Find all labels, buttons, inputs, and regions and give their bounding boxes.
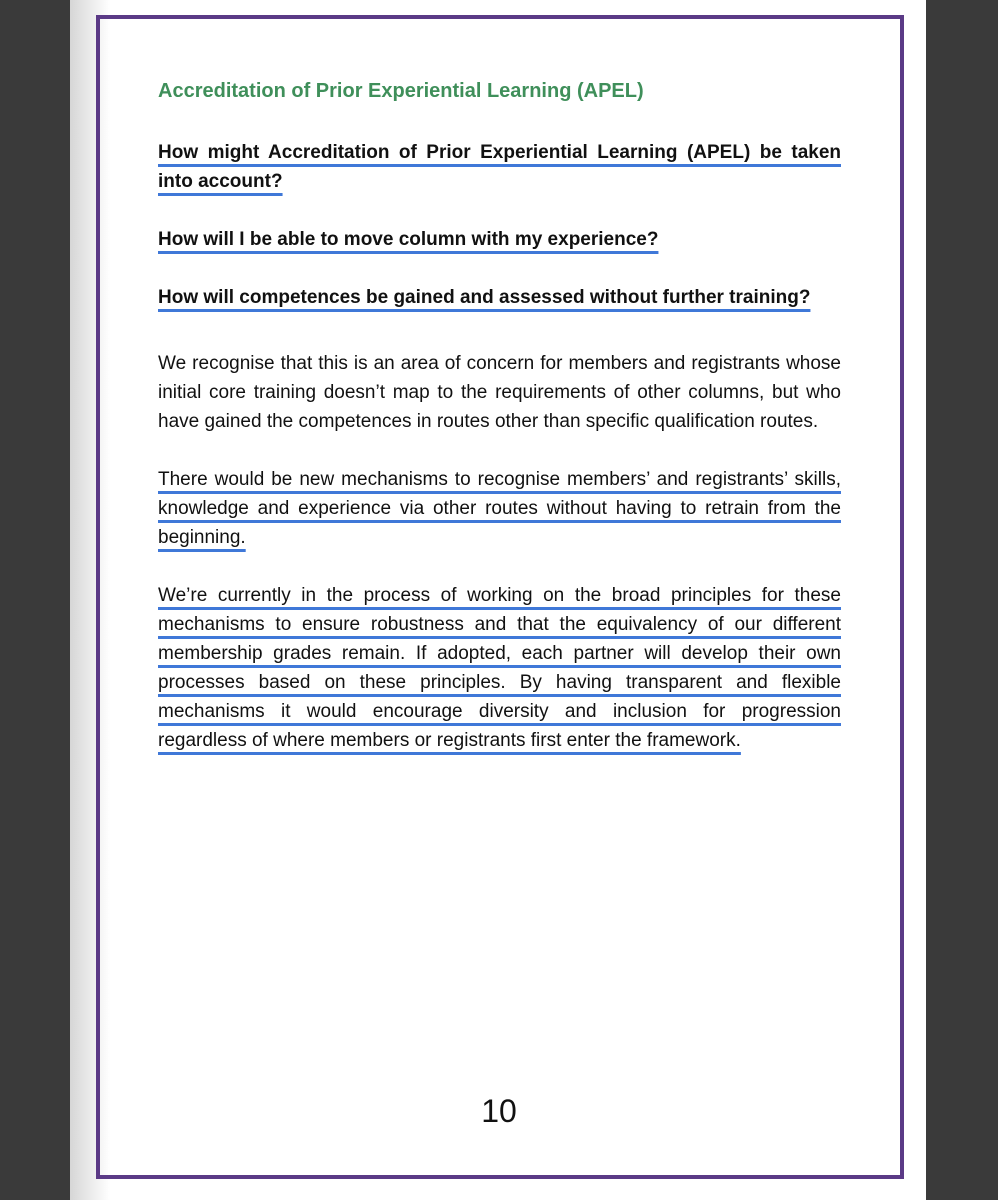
question-1	[158, 138, 841, 196]
section-heading: Accreditation of Prior Experiential Learning (APEL)	[158, 80, 644, 102]
question-1-text: How might Accreditation of Prior Experiential Learning (APEL) be taken into account?	[158, 142, 841, 192]
question-2-text: How will I be able to move column with my experience?	[158, 229, 659, 250]
question-3	[158, 283, 841, 312]
paragraph-3-text: We’re currently in the process of working on the broad principles for these mechanisms to ensure robustness and that the equivalency of our different membership grades remain. If adopted, each partner will develop their own processes based on these principles. By having transparent and flexible mechanisms it would encourage diversity and inclusion for progression regardless of where members or registrants first enter the framework.	[158, 585, 841, 751]
paragraph-2-text: There would be new mechanisms to recognise members’ and registrants’ skills, knowledge and experience via other routes without having to retrain from the beginning.	[158, 469, 841, 548]
paragraph-1-text: We recognise that this is an area of concern for members and registrants whose initial core training doesn’t map to the requirements of other columns, but who have gained the competences in routes other than specific qualification routes.	[158, 353, 841, 432]
question-2	[158, 225, 841, 254]
question-3-text: How will competences be gained and assessed without further training?	[158, 287, 811, 308]
page-number: 10	[481, 1093, 517, 1129]
paragraph-1	[158, 349, 841, 436]
page-content	[158, 78, 841, 784]
paragraph-3	[158, 581, 841, 755]
paragraph-2	[158, 465, 841, 552]
